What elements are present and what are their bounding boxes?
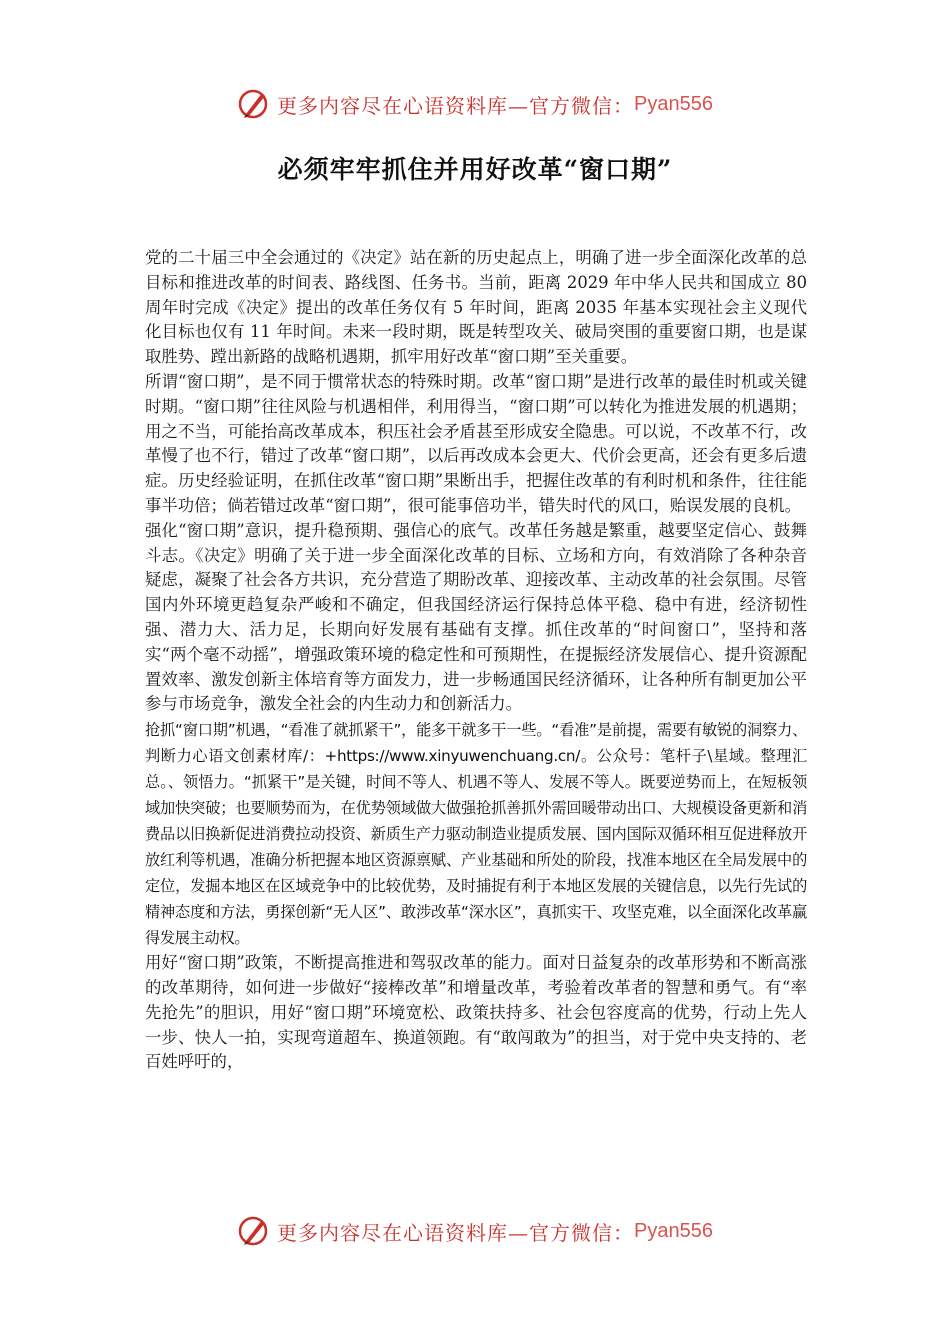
pen-logo-icon [237,87,271,121]
banner-handle: Pyan556 [634,92,713,115]
header-watermark-banner [0,84,950,124]
banner-text: 更多内容尽在心语资料库—官方微信： [277,93,635,118]
paragraph-5: 用好“窗口期”政策，不断提高推进和驾驭改革的能力。面对日益复杂的改革形势和不断高涨的改革期待，如何进一步做好“接棒改革”和增量改革，考验着改革者的智慧和勇气。有“率先抢先”的胆识，用好“窗口期”环境宽松、政策扶持多、社会包容度高的优势，行动上先人一步、快人一拍，实现弯道超车、换道领跑。有“敢闯敢为”的担当，对于党中央支持的、老百姓呼吁的， [145,953,807,1072]
paragraph-3: 强化“窗口期”意识，提升稳预期、强信心的底气。改革任务越是繁重，越要坚定信心、鼓舞斗志。《决定》明确了关于进一步全面深化改革的目标、立场和方向，有效消除了各种杂音疑虑，凝聚了社会各方共识，充分营造了期盼改革、迎接改革、主动改革的社会氛围。尽管国内外环境更趋复杂严峻和不确定，但我国经济运行保持总体平稳、稳中有进，经济韧性强、潜力大、活力足，长期向好发展有基础有支撑。抓住改革的“时间窗口”，坚持和落实“两个毫不动摇”，增强政策环境的稳定性和可预期性，在提振经济发展信心、提升资源配置效率、激发创新主体培育等方面发力，进一步畅通国民经济循环，让各种所有制更加公平参与市场竞争，激发全社会的内生动力和创新活力。 [145,520,807,714]
banner-text: 更多内容尽在心语资料库—官方微信： [277,1220,635,1245]
document-title: 必须牢牢抓住并用好改革“窗口期” [277,155,673,184]
paragraph-4: 抢抓“窗口期”机遇，“看准了就抓紧干”，能多干就多干一些。“看准”是前提，需要有敏锐的洞察力、判断力心语文创素材库/：+https://www.xinyuwenchuang.cn/。公众号：笔杆子\星域。整理汇总。、领悟力。“抓紧干”是关键，时间不等人、机遇不等人、发展不等人。既要逆势而上，在短板领域加快突破；也要顺势而为，在优势领域做大做强抢抓善抓外需回暖带动出口、大规模设备更新和消费品以旧换新促进消费拉动投资、新质生产力驱动制造业提质发展、国内国际双循环相互促进释放开放红利等机遇，准确分析把握本地区资源禀赋、产业基础和所处的阶段，找准本地区在全局发展中的定位，发掘本地区在区域竞争中的比较优势，及时捕捉有利于本地区发展的关键信息，以先行先试的精神态度和方法，勇探创新“无人区”、敢涉改革“深水区”，真抓实干、攻坚克难，以全面深化改革赢得发展主动权。 [145,721,807,948]
document-body [145,246,807,1075]
paragraph-2: 所谓“窗口期”，是不同于惯常状态的特殊时期。改革“窗口期”是进行改革的最佳时机或关键时期。“窗口期”往往风险与机遇相伴，利用得当，“窗口期”可以转化为推进发展的机遇期；用之不当，可能抬高改革成本，积压社会矛盾甚至形成安全隐患。可以说，不改革不行，改革慢了也不行，错过了改革“窗口期”，以后再改成本会更大、代价会更高，还会有更多后遗症。历史经验证明，在抓住改革“窗口期”果断出手，把握住改革的有利时机和条件，往往能事半功倍；倘若错过改革“窗口期”，很可能事倍功半，错失时代的风口，贻误发展的良机。 [145,371,807,515]
pen-logo-icon [237,1214,271,1248]
footer-watermark-banner [0,1211,950,1251]
banner-handle: Pyan556 [634,1219,713,1242]
paragraph-1: 党的二十届三中全会通过的《决定》站在新的历史起点上，明确了进一步全面深化改革的总目标和推进改革的时间表、路线图、任务书。当前，距离 2029 年中华人民共和国成立 80 周年时完成《决定》提出的改革任务仅有 5 年时间，距离 2035 年基本实现社会主义现代化目标也仅有 11 年时间。未来一段时期，既是转型攻关、破局突围的重要窗口期，也是谋取胜势、蹚出新路的战略机遇期，抓牢用好改革“窗口期”至关重要。 [145,248,807,367]
